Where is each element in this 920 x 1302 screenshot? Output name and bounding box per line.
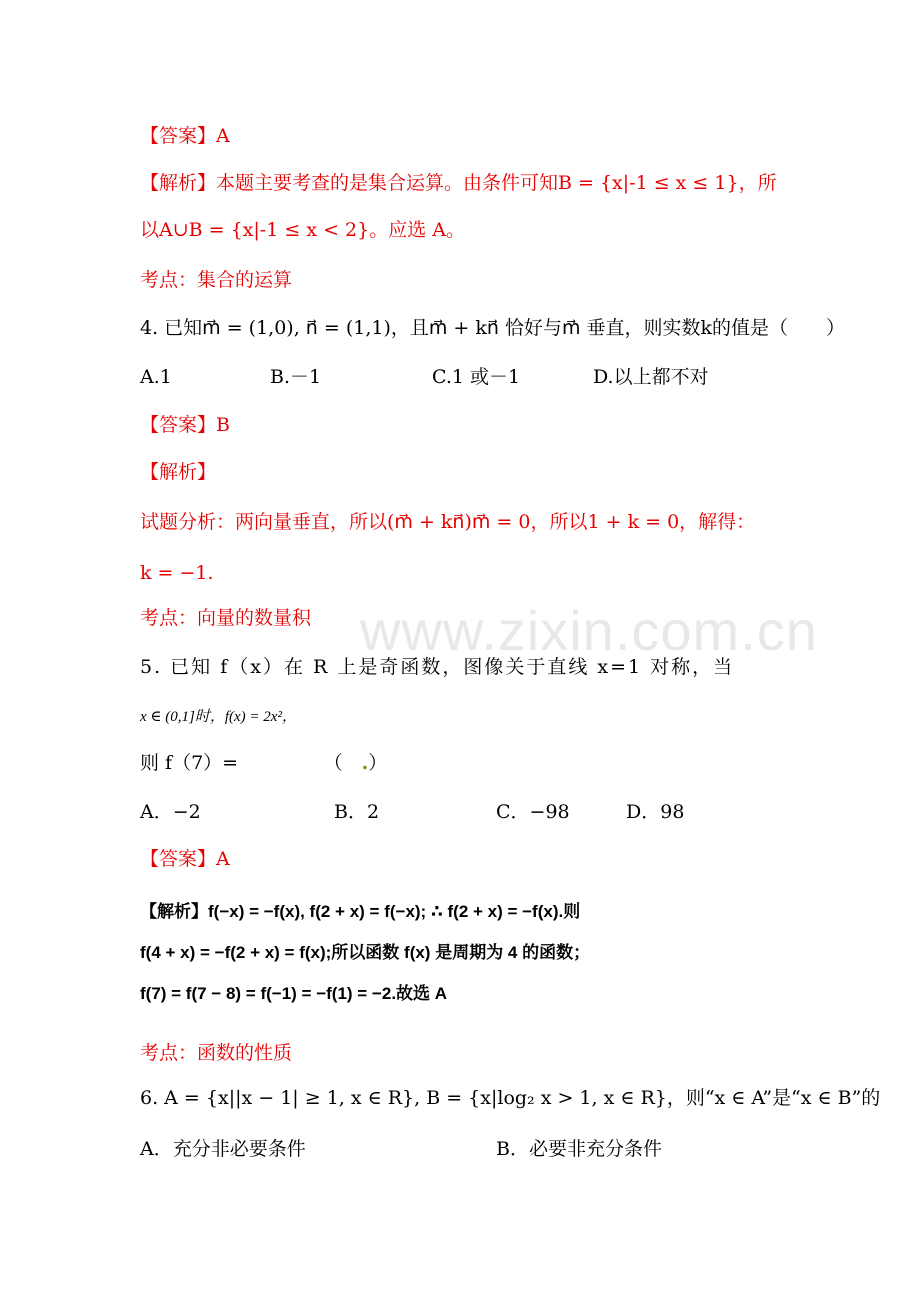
q6-option-b: B．必要非充分条件 bbox=[496, 1138, 662, 1160]
q5-option-d: D．98 bbox=[626, 801, 685, 823]
q5-analysis-line2: f(4 + x) = −f(2 + x) = f(x);所以函数 f(x) 是周期为 4 的函数； bbox=[140, 943, 591, 962]
q5-option-c: C．−98 bbox=[496, 801, 570, 823]
q4-point: 考点：向量的数量积 bbox=[140, 607, 312, 629]
q4-stem: 4. 已知m⃗ = (1,0), n⃗ = (1,1)，且m⃗ + kn⃗ 恰好与m⃗ 垂直，则实数k的值是（ ） bbox=[140, 317, 846, 339]
q5-analysis-line1: 【解析】f(−x) = −f(x), f(2 + x) = f(−x); ∴ f(2 + x) = −f(x).则 bbox=[140, 902, 581, 921]
q4-answer: 【答案】B bbox=[140, 414, 230, 436]
q5-option-b: B．2 bbox=[334, 801, 380, 823]
q3-analysis-line2: 以A∪B = {x|-1 ≤ x < 2}。应选 A。 bbox=[140, 219, 465, 241]
q5-point: 考点：函数的性质 bbox=[140, 1042, 293, 1064]
q5-stem-line3-end: ） bbox=[368, 752, 388, 774]
q5-stem-line1: 5. 已知 f（x）在 R 上是奇函数，图像关于直线 x=1 对称，当 bbox=[140, 656, 735, 678]
q4-analysis-line1: 试题分析：两向量垂直，所以(m⃗ + kn⃗)m⃗ = 0，所以1 + k = 0，解得： bbox=[140, 511, 756, 533]
q4-analysis-line2: k = −1. bbox=[140, 562, 214, 584]
q5-stem-line3-text: 则 f（7）= （ bbox=[140, 752, 343, 774]
q6-option-a: A．充分非必要条件 bbox=[140, 1138, 306, 1160]
q4-option-a: A.1 bbox=[140, 366, 172, 388]
watermark: www.zixin.com.cn bbox=[360, 599, 818, 662]
dot-mark: . bbox=[342, 752, 369, 774]
q4-analysis-label: 【解析】 bbox=[140, 461, 217, 483]
q3-analysis-line1: 【解析】本题主要考查的是集合运算。由条件可知B = {x|-1 ≤ x ≤ 1}，所 bbox=[140, 172, 777, 194]
q5-stem-line3 bbox=[140, 749, 387, 777]
q3-answer: 【答案】A bbox=[140, 125, 230, 147]
q5-stem-line2: x ∈ (0,1]时，f(x) = 2x²， bbox=[140, 709, 297, 725]
q5-option-a: A．−2 bbox=[140, 801, 201, 823]
q4-option-b: B.－1 bbox=[270, 366, 322, 388]
q6-stem: 6. A = {x||x − 1| ≥ 1, x ∈ R}, B = {x|log₂ x > 1, x ∈ R}，则“x ∈ A”是“x ∈ B”的 bbox=[140, 1087, 881, 1109]
q5-answer: 【答案】A bbox=[140, 848, 230, 870]
q3-point: 考点：集合的运算 bbox=[140, 269, 293, 291]
q5-analysis-line3: f(7) = f(7 − 8) = f(−1) = −f(1) = −2.故选 A bbox=[140, 984, 448, 1003]
q4-option-d: D.以上都不对 bbox=[593, 366, 709, 388]
q4-option-c: C.1 或－1 bbox=[432, 366, 521, 388]
